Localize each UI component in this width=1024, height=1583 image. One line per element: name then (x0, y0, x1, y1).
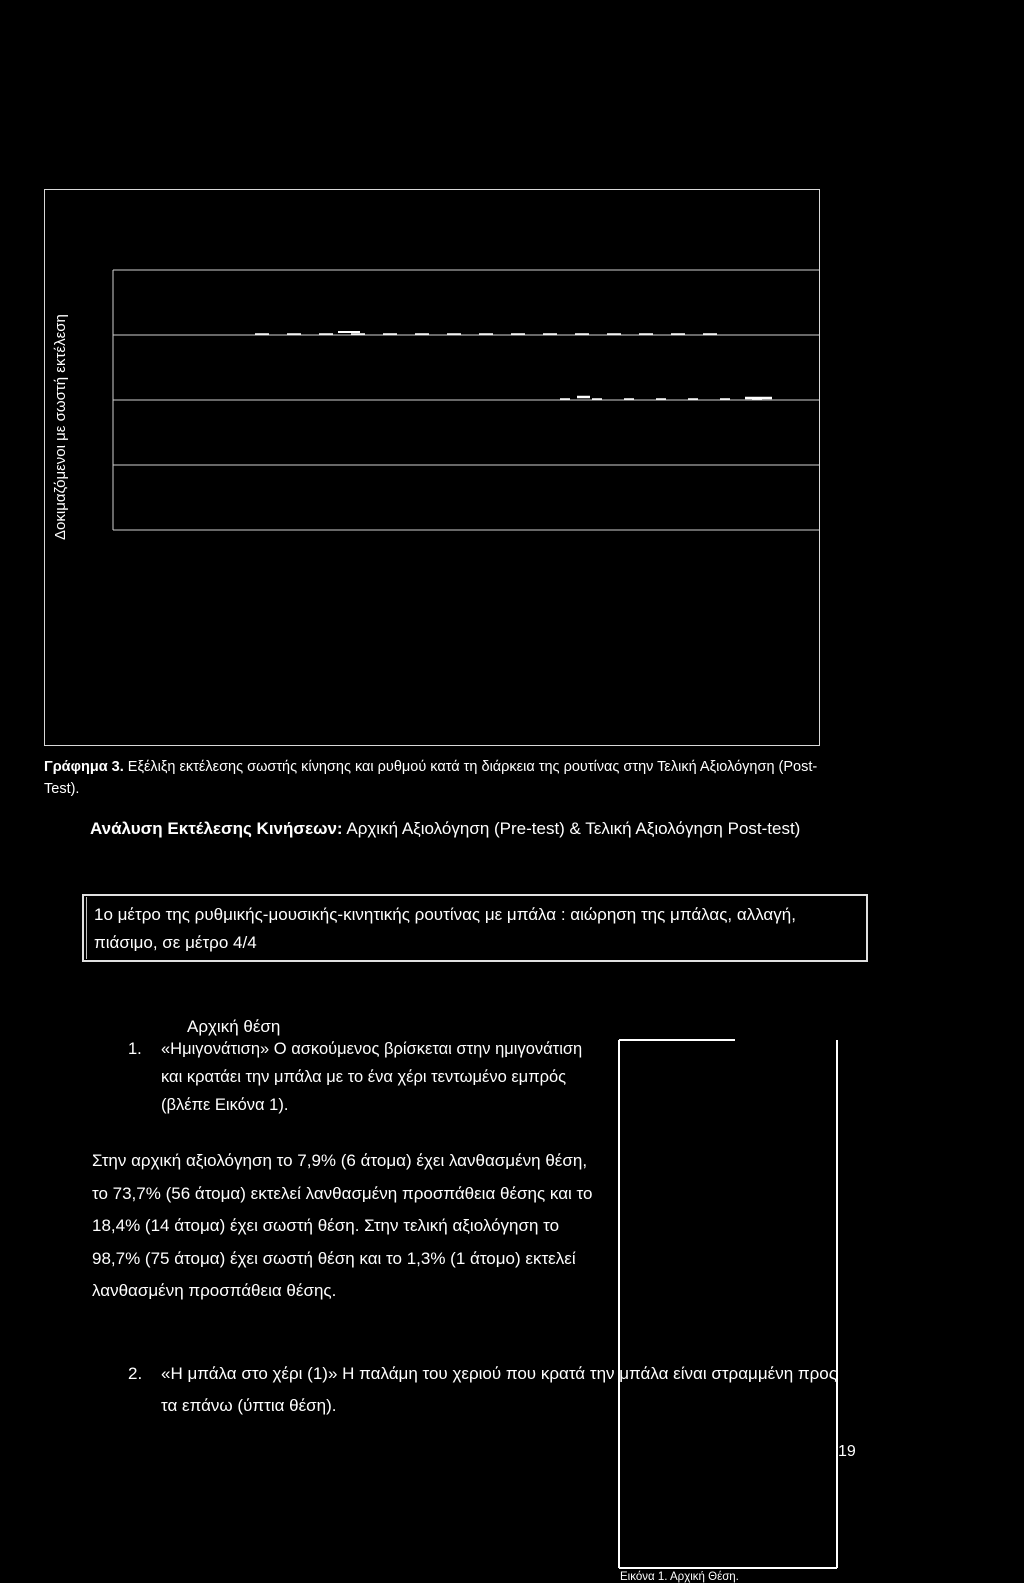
caption-label: Γράφημα 3. (44, 759, 124, 775)
measure-text: 1ο μέτρο της ρυθμικής-μουσικής-κινητικής ρουτίνας με μπάλα : αιώρηση της μπάλας, αλλαγή, πιάσιμο, σε μέτρο 4/4 (94, 905, 796, 952)
analysis-heading (90, 814, 970, 844)
results-paragraph: Στην αρχική αξιολόγηση το 7,9% (6 άτομα) έχει λανθασμένη θέση, το 73,7% (56 άτομα) εκτελεί λανθασμένη προσπάθεια θέσης και το 18,4% (14 άτομα) έχει σωστή θέση. Στην τελική αξιολόγηση το 98,7% (75 άτομα) έχει σωστή θέση και το 1,3% (1 άτομο) εκτελεί λανθασμένη προσπάθεια θέσης. (92, 1151, 593, 1300)
figure-1-caption: Εικόνα 1. Αρχική Θέση. (620, 1571, 739, 1583)
initial-position-heading: Αρχική θέση (187, 1017, 281, 1036)
figure-1-image (615, 1035, 845, 1575)
list-item-2-number: 2. (128, 1364, 143, 1383)
caption-text: Εξέλιξη εκτέλεσης σωστής κίνησης και ρυθμού κατά τη διάρκεια της ρουτίνας στην Τελική Αξιολόγηση (Post-Test). (44, 759, 818, 797)
list-item-1 (128, 1035, 598, 1119)
list-item-1-number: 1. (128, 1040, 142, 1058)
analysis-heading-bold: Ανάλυση Εκτέλεσης Κινήσεων: (90, 819, 343, 838)
list-item-2 (128, 1358, 848, 1422)
list-item-1-text: «Ημιγονάτιση» Ο ασκούμενος βρίσκεται στην ημιγονάτιση και κρατάει την μπάλα με το ένα χέρι τεντωμένο εμπρός (βλέπε Εικόνα 1). (161, 1040, 583, 1114)
chart-y-axis-label: Δοκιμαζόμενοι με σωστή εκτέλεση (52, 314, 69, 540)
list-item-2-text: «Η μπάλα στο χέρι (1)» Η παλάμη του χεριού που κρατά την μπάλα είναι στραμμένη προς τα επάνω (ύπτια θέση). (161, 1364, 837, 1415)
chart-plot (0, 0, 1024, 760)
chart-caption (44, 756, 844, 800)
page-number: 19 (838, 1443, 856, 1460)
analysis-heading-rest: Αρχική Αξιολόγηση (Pre-test) & Τελική Αξιολόγηση Post-test) (342, 819, 801, 838)
